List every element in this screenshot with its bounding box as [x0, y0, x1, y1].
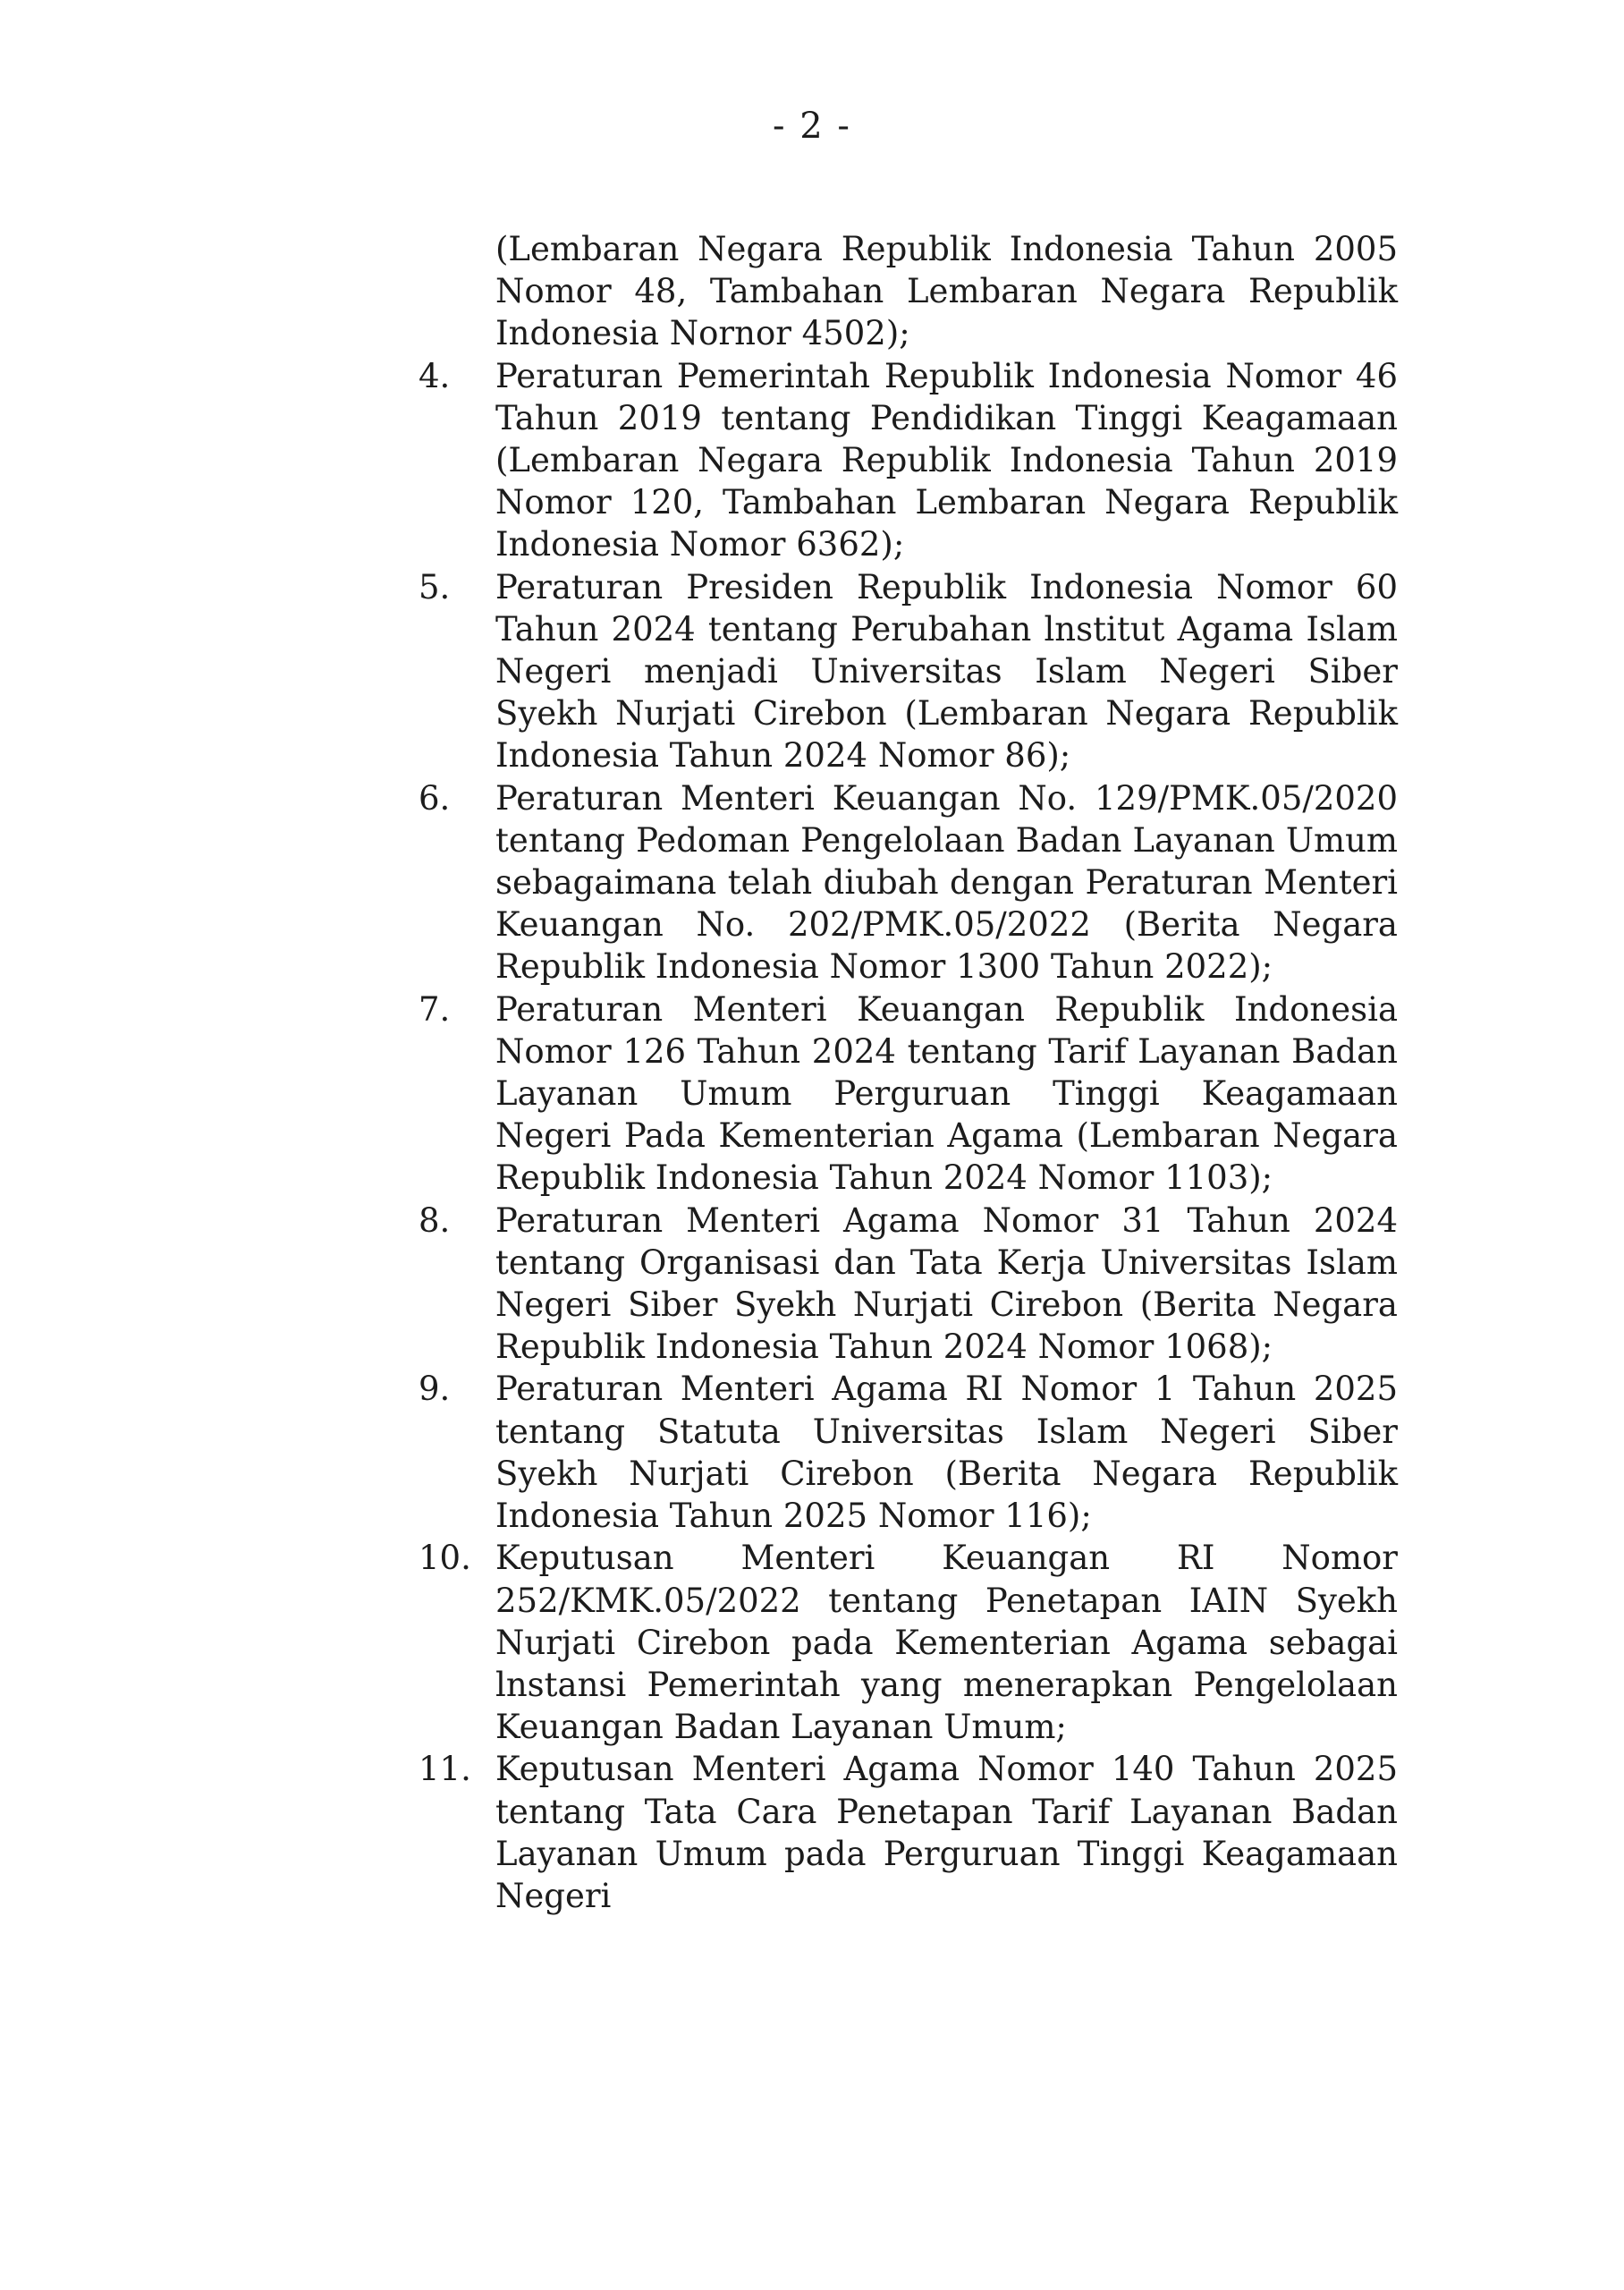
list-item-text: Peraturan Presiden Republik Indonesia Nomor 60 Tahun 2024 tentang Perubahan lnstitut Agama Islam Negeri menjadi Universitas Islam Negeri Siber Syekh Nurjati Cirebon (Lembaran Negara Republik Indonesia Tahun 2024 Nomor 86);: [495, 567, 1398, 776]
list-item-text: Peraturan Pemerintah Republik Indonesia Nomor 46 Tahun 2019 tentang Pendidikan Tinggi Keagamaan (Lembaran Negara Republik Indonesia Tahun 2019 Nomor 120, Tambahan Lembaran Negara Republik Indonesia Nomor 6362);: [495, 356, 1398, 564]
list-item-number: 4.: [419, 356, 451, 395]
list-item-text: Peraturan Menteri Keuangan No. 129/PMK.05/2020 tentang Pedoman Pengelolaan Badan Layanan Umum sebagaimana telah diubah dengan Peraturan Menteri Keuangan No. 202/PMK.05/2022 (Berita Negara Republik Indonesia Nomor 1300 Tahun 2022);: [495, 778, 1398, 987]
list-item-8: [419, 1200, 1398, 1369]
list-item-number: 7.: [419, 989, 451, 1029]
list-item-text: Keputusan Menteri Agama Nomor 140 Tahun 2025 tentang Tata Cara Penetapan Tarif Layanan Badan Layanan Umum pada Perguruan Tinggi Keagamaan Negeri: [495, 1750, 1398, 1915]
list-item-number: 11.: [419, 1750, 471, 1789]
list-item-number: 5.: [419, 567, 451, 606]
list-item-text: Peraturan Menteri Agama RI Nomor 1 Tahun 2025 tentang Statuta Universitas Islam Negeri Siber Syekh Nurjati Cirebon (Berita Negara Republik Indonesia Tahun 2025 Nomor 116);: [495, 1370, 1398, 1536]
list-item-5: [419, 566, 1398, 777]
list-item-text: Keputusan Menteri Keuangan RI Nomor 252/KMK.05/2022 tentang Penetapan IAIN Syekh Nurjati Cirebon pada Kementerian Agama sebagai lnstansi Pemerintah yang menerapkan Pengelolaan Keuangan Badan Layanan Umum;: [495, 1539, 1398, 1747]
page-number: - 2 -: [773, 106, 851, 147]
legal-basis-list: [419, 228, 1398, 1917]
list-item-text: Peraturan Menteri Agama Nomor 31 Tahun 2024 tentang Organisasi dan Tata Kerja Universitas Islam Negeri Siber Syekh Nurjati Cirebon (Berita Negara Republik Indonesia Tahun 2024 Nomor 1068);: [495, 1200, 1398, 1367]
list-item-11: [419, 1748, 1398, 1917]
list-item-text: Peraturan Menteri Keuangan Republik Indonesia Nomor 126 Tahun 2024 tentang Tarif Layanan Badan Layanan Umum Perguruan Tinggi Keagamaan Negeri Pada Kementerian Agama (Lembaran Negara Republik Indonesia Tahun 2024 Nomor 1103);: [495, 989, 1398, 1198]
list-item-4: [419, 355, 1398, 566]
list-item-7: [419, 988, 1398, 1200]
list-item-6: [419, 777, 1398, 988]
list-item-10: [419, 1537, 1398, 1748]
list-item-number: 9.: [419, 1370, 451, 1409]
intro-paragraph: (Lembaran Negara Republik Indonesia Tahun 2005 Nomor 48, Tambahan Lembaran Negara Republik Indonesia Nornor 4502);: [495, 230, 1398, 353]
list-item-9: [419, 1368, 1398, 1537]
list-item-number: 8.: [419, 1200, 451, 1240]
list-item-number: 10.: [419, 1539, 471, 1578]
list-item-number: 6.: [419, 778, 451, 818]
